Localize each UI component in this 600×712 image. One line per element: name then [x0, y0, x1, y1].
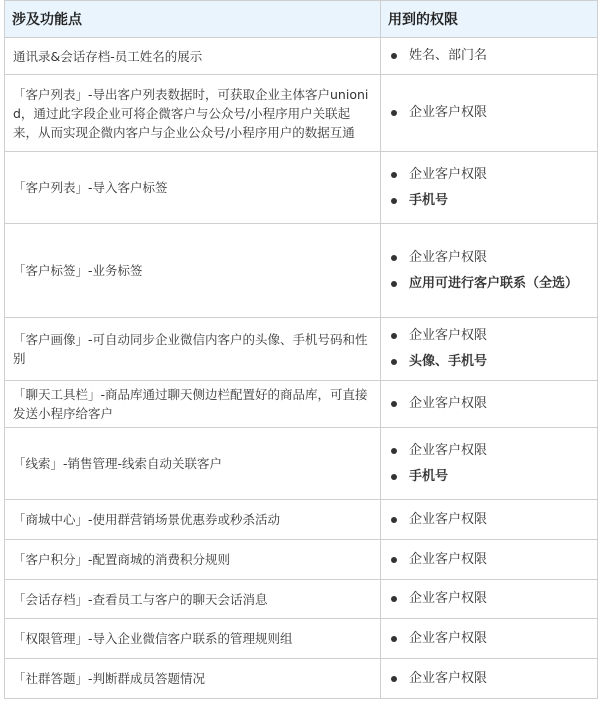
permission-item	[391, 393, 593, 415]
bullet-icon	[391, 110, 397, 116]
permission-cell	[381, 500, 598, 540]
permission-text: 企业客户权限	[409, 328, 488, 343]
feature-cell: 「客户列表」-导出客户列表数据时，可获取企业主体客户unionid，通过此字段企业可将企微客户与公众号/小程序用户关联起来，从而实现企微内客户与企业公众号/小程序用户的数据互通	[5, 75, 381, 152]
feature-cell: 「社群答题」-判断群成员答题情况	[5, 659, 381, 699]
feature-cell: 「线索」-销售管理-线索自动关联客户	[5, 428, 381, 500]
permission-text: 企业客户权限	[409, 442, 488, 458]
permission-cell	[381, 381, 598, 428]
bullet-icon	[391, 172, 397, 178]
bullet-icon	[391, 676, 397, 682]
permission-cell	[381, 580, 598, 619]
permission-list	[391, 588, 593, 610]
permission-item	[391, 668, 593, 690]
table-row	[5, 619, 598, 659]
permission-cell	[381, 318, 598, 381]
bullet-icon	[391, 636, 397, 642]
permission-item	[391, 102, 593, 124]
bullet-icon	[391, 333, 397, 339]
bullet-icon	[391, 198, 397, 204]
permission-item	[391, 45, 593, 67]
permission-list	[391, 164, 593, 212]
bullet-icon	[391, 401, 397, 407]
permission-cell	[381, 75, 598, 152]
permission-list	[391, 628, 593, 650]
permission-cell	[381, 619, 598, 659]
bullet-icon	[391, 359, 397, 365]
feature-cell: 「权限管理」-导入企业微信客户联系的管理规则组	[5, 619, 381, 659]
table-row	[5, 540, 598, 580]
permission-item	[391, 509, 593, 531]
permission-list	[391, 325, 593, 373]
permission-list	[391, 247, 593, 295]
permission-item	[391, 351, 593, 373]
feature-cell: 「聊天工具栏」-商品库通过聊天侧边栏配置好的商品库，可直接发送小程序给客户	[5, 381, 381, 428]
permission-item	[391, 325, 593, 347]
permission-text: 手机号	[409, 468, 449, 484]
table-row	[5, 38, 598, 75]
permission-text: 企业客户权限	[409, 396, 488, 411]
table-row	[5, 318, 598, 381]
table-row	[5, 75, 598, 152]
permission-text: 企业客户权限	[409, 105, 488, 120]
bullet-icon	[391, 474, 397, 480]
permission-item	[391, 588, 593, 610]
permission-list	[391, 549, 593, 571]
table-row	[5, 152, 598, 224]
permission-cell	[381, 152, 598, 224]
permission-item	[391, 247, 593, 269]
permission-text: 企业客户权限	[409, 551, 488, 567]
permission-list	[391, 440, 593, 488]
permission-cell	[381, 224, 598, 318]
permission-list	[391, 45, 593, 67]
permission-item	[391, 164, 593, 186]
table-row	[5, 428, 598, 500]
permission-item	[391, 549, 593, 571]
permission-text: 企业客户权限	[409, 630, 488, 646]
bullet-icon	[391, 53, 397, 59]
feature-cell: 「商城中心」-使用群营销场景优惠券或秒杀活动	[5, 500, 381, 540]
permission-list	[391, 509, 593, 531]
bullet-icon	[391, 557, 397, 563]
permission-item	[391, 190, 593, 212]
permission-text: 企业客户权限	[409, 166, 488, 182]
permission-item	[391, 273, 593, 295]
feature-cell: 「客户标签」-业务标签	[5, 224, 381, 318]
permissions-table	[4, 0, 598, 699]
feature-cell: 「客户画像」-可自动同步企业微信内客户的头像、手机号码和性别	[5, 318, 381, 381]
permission-text: 企业客户权限	[409, 670, 488, 686]
permission-text: 企业客户权限	[409, 249, 488, 265]
permission-text: 头像、手机号	[409, 354, 488, 369]
permission-text: 姓名、部门名	[409, 48, 488, 63]
bullet-icon	[391, 448, 397, 454]
permission-text: 应用可进行客户联系（全选）	[409, 275, 579, 291]
table-row	[5, 500, 598, 540]
permission-list	[391, 668, 593, 690]
bullet-icon	[391, 596, 397, 602]
table-row	[5, 381, 598, 428]
table-row	[5, 659, 598, 699]
feature-cell: 通讯录&会话存档-员工姓名的展示	[5, 38, 381, 75]
header-feature: 涉及功能点	[5, 1, 381, 38]
bullet-icon	[391, 517, 397, 523]
permission-cell	[381, 659, 598, 699]
table-row	[5, 224, 598, 318]
feature-cell: 「客户积分」-配置商城的消费积分规则	[5, 540, 381, 580]
feature-cell: 「客户列表」-导入客户标签	[5, 152, 381, 224]
bullet-icon	[391, 281, 397, 287]
permission-text: 企业客户权限	[409, 511, 488, 527]
permission-list	[391, 393, 593, 415]
permission-cell	[381, 38, 598, 75]
feature-cell: 「会话存档」-查看员工与客户的聊天会话消息	[5, 580, 381, 619]
table-row	[5, 580, 598, 619]
header-permission: 用到的权限	[381, 1, 598, 38]
bullet-icon	[391, 255, 397, 261]
permission-list	[391, 102, 593, 124]
permission-text: 企业客户权限	[409, 591, 488, 606]
permission-text: 手机号	[409, 192, 449, 208]
permission-cell	[381, 540, 598, 580]
header-row	[5, 1, 598, 38]
permission-cell	[381, 428, 598, 500]
permission-item	[391, 628, 593, 650]
permission-item	[391, 440, 593, 462]
permission-item	[391, 466, 593, 488]
